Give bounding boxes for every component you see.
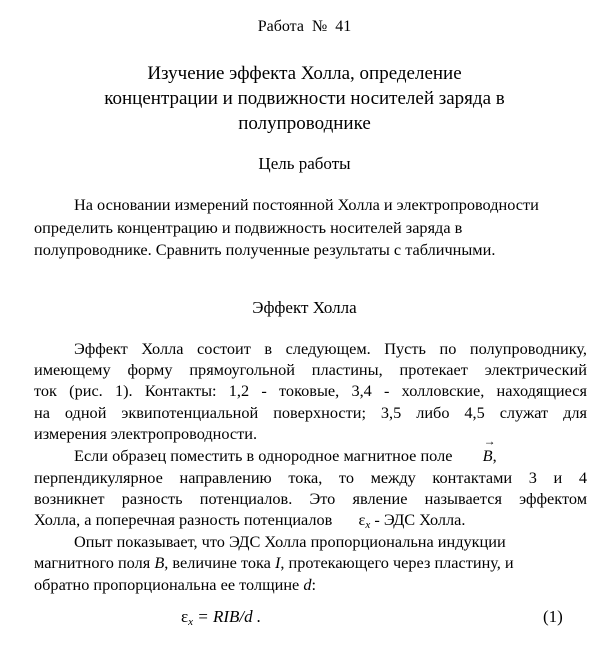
goal-text-line-2: определить концентрацию и подвижность носителей заряда в <box>34 218 463 237</box>
hall-para2-line-4-text: Холла, а поперечная разность потенциалов <box>34 510 333 529</box>
work-number: Работа № 41 <box>257 18 352 35</box>
symbol-b: B <box>154 553 165 572</box>
hall-para1-line-2: имеющему форму прямоугольной пластины, протекает электрический <box>34 360 587 379</box>
hall-para1-line-5: измерения электропроводности. <box>34 424 258 443</box>
hall-para1-line-4: на одной эквипотенциальной поверхности; 3,5 либо 4,5 служат для <box>34 403 587 422</box>
symbol-i: I <box>274 553 281 572</box>
equation-1: $\varepsilon_x = RIB/d$ . <box>181 607 262 628</box>
vector-b-symbol: → B <box>483 446 493 466</box>
goal-heading: Цель работы <box>258 154 351 173</box>
title-line-3: полупроводнике <box>238 113 371 134</box>
title-line-1: Изучение эффекта Холла, определение <box>147 63 462 84</box>
hall-para2-line-1-text: Если образец поместить в однородное магнитное поле <box>74 446 453 465</box>
hall-para2-line-1: Если образец поместить в однородное магнитное поле → B, <box>74 446 587 466</box>
hall-para3-line-3: обратно пропорциональна ее толщине d: <box>34 575 317 594</box>
goal-text-line-1: На основании измерений постоянной Холла и электропроводности <box>74 195 539 214</box>
hall-section-heading: Эффект Холла <box>252 298 357 317</box>
hall-para1-line-3: ток (рис. 1). Контакты: 1,2 - токовые, 3,4 - холловские, находящиеся <box>34 381 587 400</box>
hall-para1-line-1: Эффект Холла состоит в следующем. Пусть по полупроводнику, <box>74 339 587 358</box>
goal-text-line-3: полупроводнике. Сравнить полученные результаты с табличными. <box>34 240 496 259</box>
equation-number: (1) <box>543 607 563 626</box>
hall-para3-line-1: Опыт показывает, что ЭДС Холла пропорциональна индукции <box>74 532 506 551</box>
hall-para2-line-4 <box>34 510 587 531</box>
hall-para2-line-4-tail: - ЭДС Холла. <box>374 510 466 529</box>
hall-para3-line-2: магнитного поля B, величине тока I, протекающего через пластину, и <box>34 553 514 572</box>
hall-para2-line-3: возникнет разность потенциалов. Это явление называется эффектом <box>34 489 587 508</box>
emf-symbol: $\varepsilon_x$ <box>358 510 371 531</box>
symbol-d: d <box>303 575 312 594</box>
title-line-2: концентрации и подвижности носителей заряда в <box>104 88 505 109</box>
hall-para2-line-2: перпендикулярное направлению тока, то между контактами 3 и 4 <box>34 468 587 487</box>
